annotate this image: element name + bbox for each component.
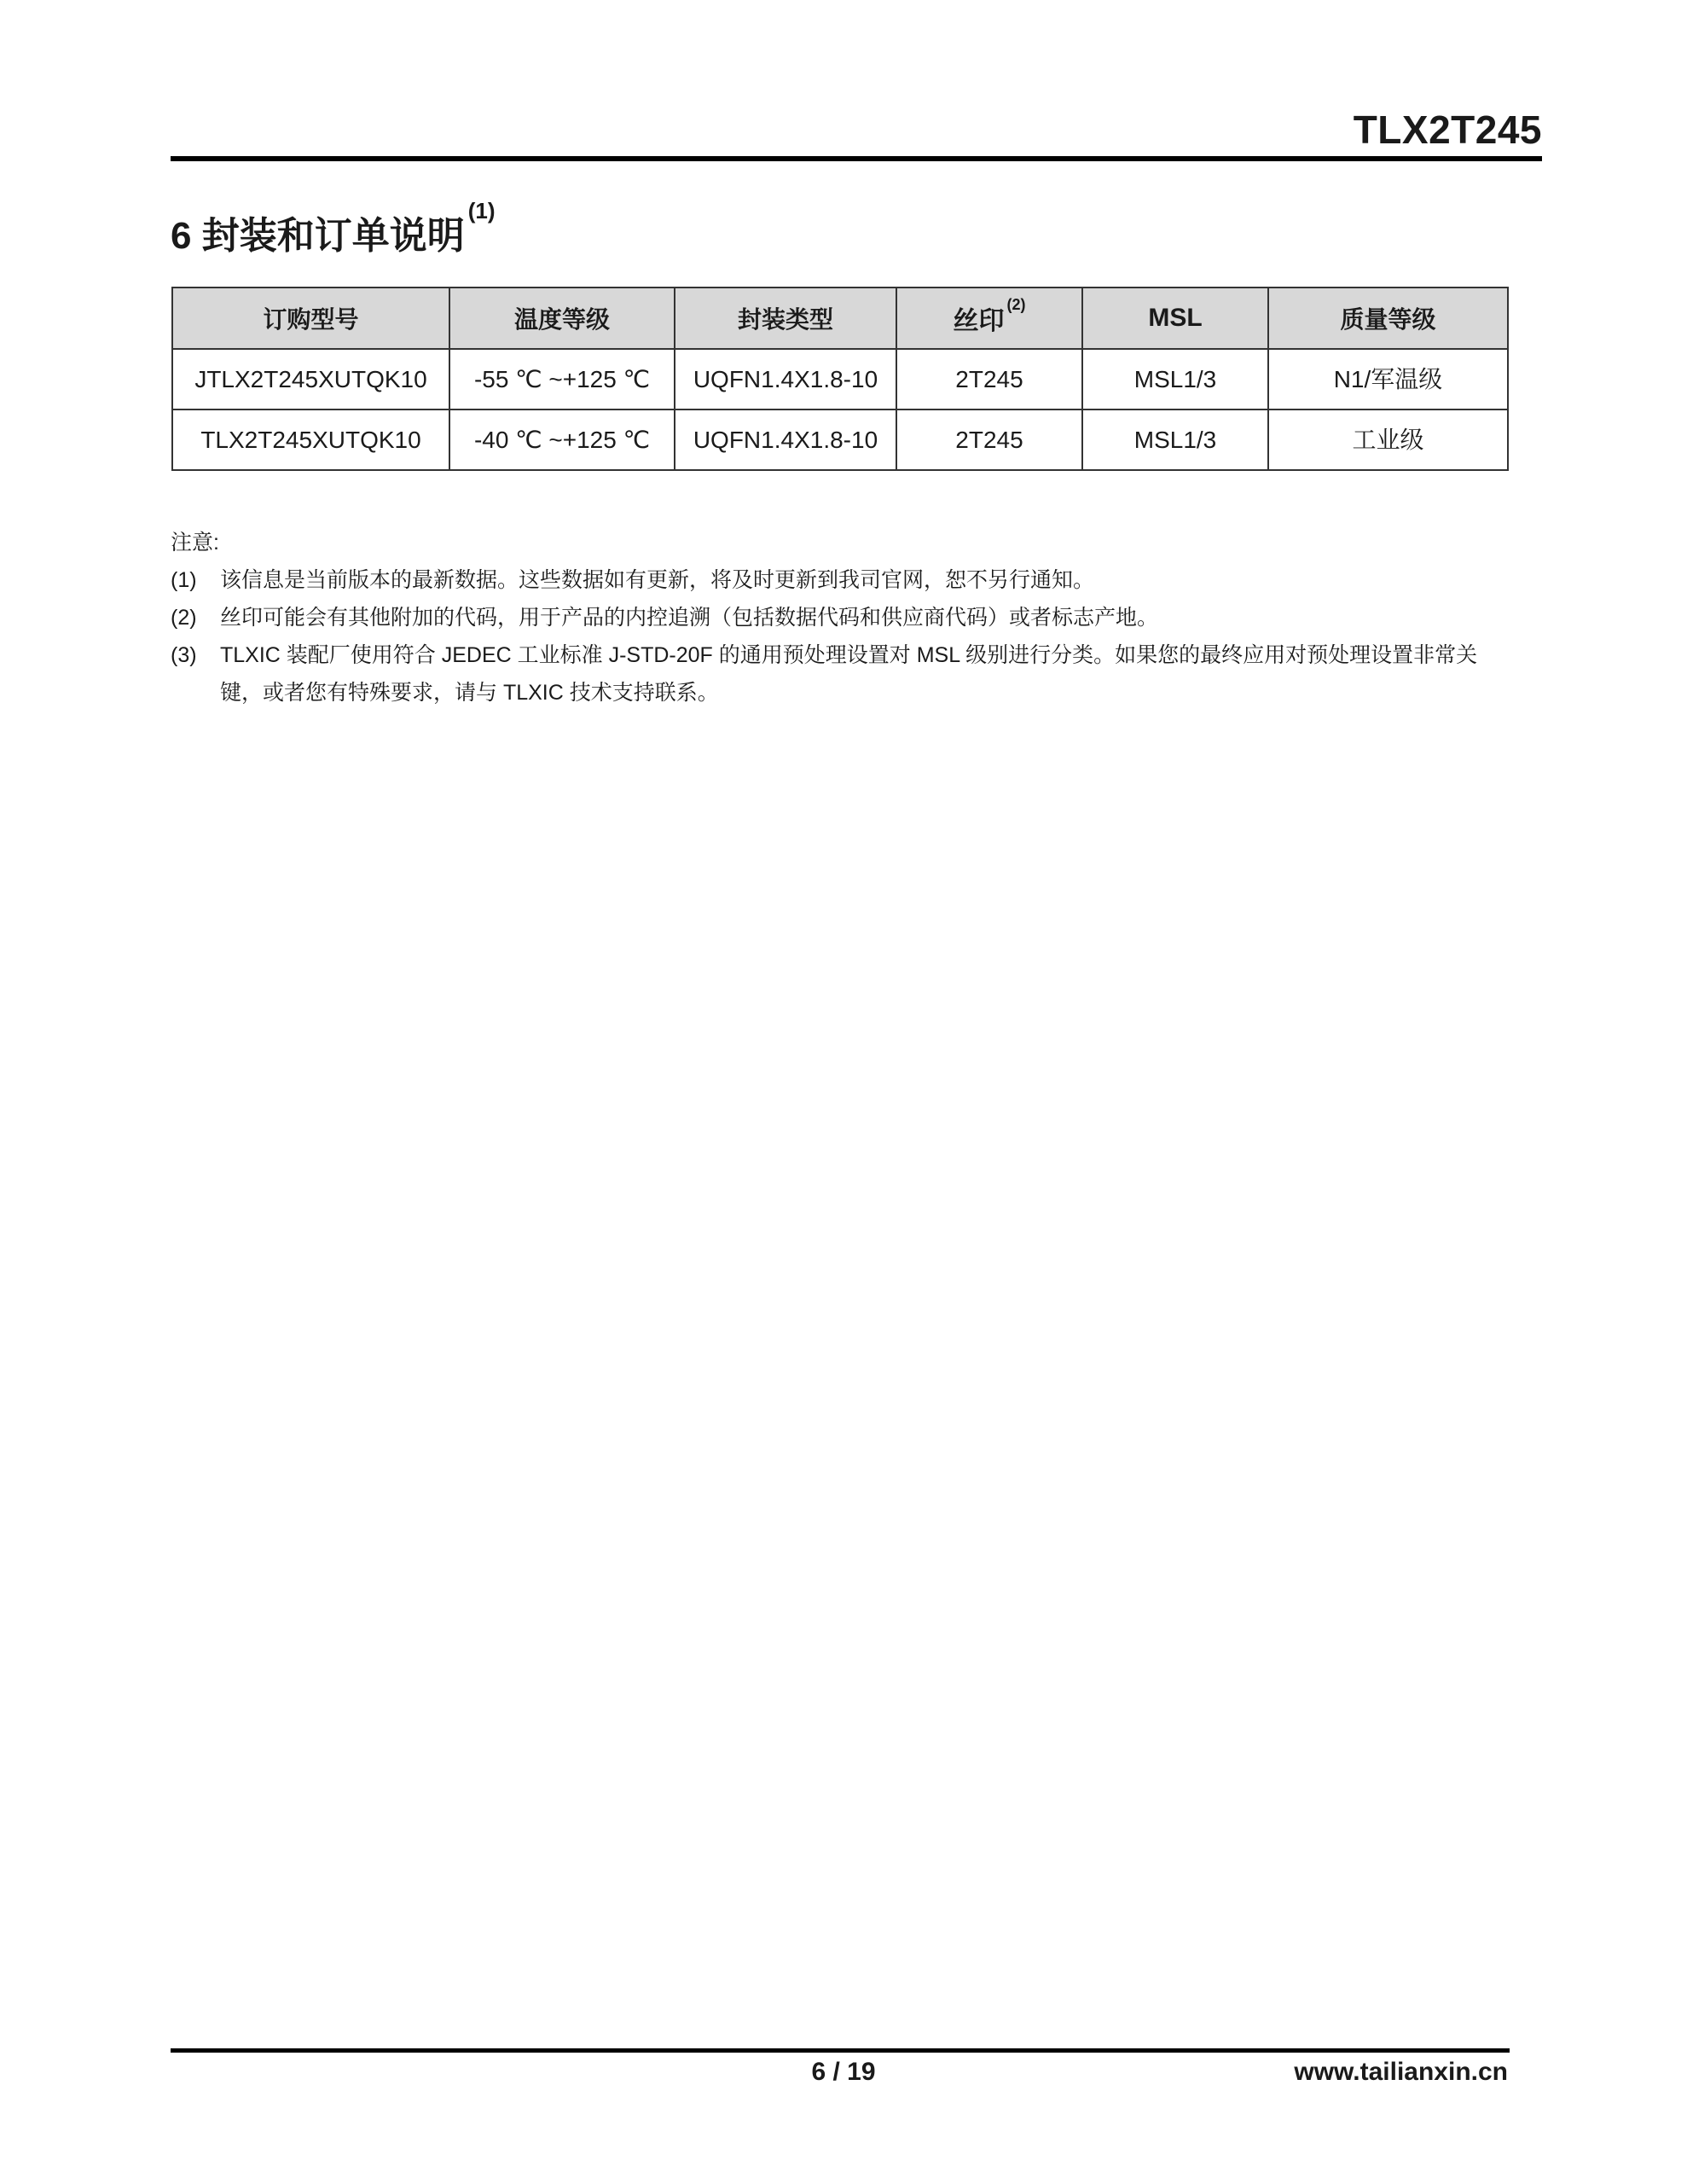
column-header-msl: MSL	[1082, 288, 1268, 349]
note-item	[171, 636, 1518, 712]
cell-msl: MSL1/3	[1082, 349, 1268, 410]
column-header-package: 封装类型	[675, 288, 896, 349]
cell-package: UQFN1.4X1.8-10	[675, 349, 896, 410]
column-header-temperature: 温度等级	[449, 288, 675, 349]
cell-msl: MSL1/3	[1082, 410, 1268, 470]
note-text: TLXIC 装配厂使用符合 JEDEC 工业标准 J-STD-20F 的通用预处理设置对 MSL 级别进行分类。如果您的最终应用对预处理设置非常关键，或者您有特殊要求，请与 TLXIC 技术支持联系。	[220, 643, 1478, 705]
column-header-order-number: 订购型号	[172, 288, 449, 349]
cell-package: UQFN1.4X1.8-10	[675, 410, 896, 470]
cell-temperature: -40 ℃ ~+125 ℃	[449, 410, 675, 470]
note-item	[171, 599, 1518, 636]
page-number: 6 / 19	[811, 2058, 876, 2086]
note-text: 该信息是当前版本的最新数据。这些数据如有更新，将及时更新到我司官网，恕不另行通知。	[220, 568, 1095, 592]
note-number: (3)	[171, 643, 197, 667]
ordering-table	[171, 287, 1509, 471]
column-header-quality: 质量等级	[1268, 288, 1508, 349]
note-text: 丝印可能会有其他附加的代码，用于产品的内控追溯（包括数据代码和供应商代码）或者标志产地。	[220, 606, 1159, 630]
note-item	[171, 561, 1518, 599]
cell-order-number: TLX2T245XUTQK10	[172, 410, 449, 470]
document-part-number: TLX2T245	[1353, 107, 1542, 152]
notes-section	[171, 524, 1518, 712]
note-number: (1)	[171, 568, 197, 592]
marking-header-label: 丝印	[953, 307, 1005, 335]
cell-marking: 2T245	[896, 410, 1082, 470]
cell-order-number: JTLX2T245XUTQK10	[172, 349, 449, 410]
marking-header-note: (2)	[1006, 296, 1026, 313]
cell-quality: 工业级	[1268, 410, 1508, 470]
cell-marking: 2T245	[896, 349, 1082, 410]
header-divider	[171, 156, 1542, 161]
section-heading-text: 6 封装和订单说明	[171, 215, 465, 257]
website-link[interactable]: www.tailianxin.cn	[1294, 2058, 1508, 2086]
note-number: (2)	[171, 606, 197, 630]
table-row	[172, 349, 1508, 410]
table-row	[172, 410, 1508, 470]
cell-quality: N1/军温级	[1268, 349, 1508, 410]
table-header-row	[172, 288, 1508, 349]
cell-temperature: -55 ℃ ~+125 ℃	[449, 349, 675, 410]
column-header-marking	[896, 288, 1082, 349]
section-heading	[171, 198, 496, 259]
footer-divider	[171, 2048, 1510, 2053]
notes-title: 注意:	[171, 531, 219, 555]
section-heading-note: (1)	[467, 198, 496, 224]
